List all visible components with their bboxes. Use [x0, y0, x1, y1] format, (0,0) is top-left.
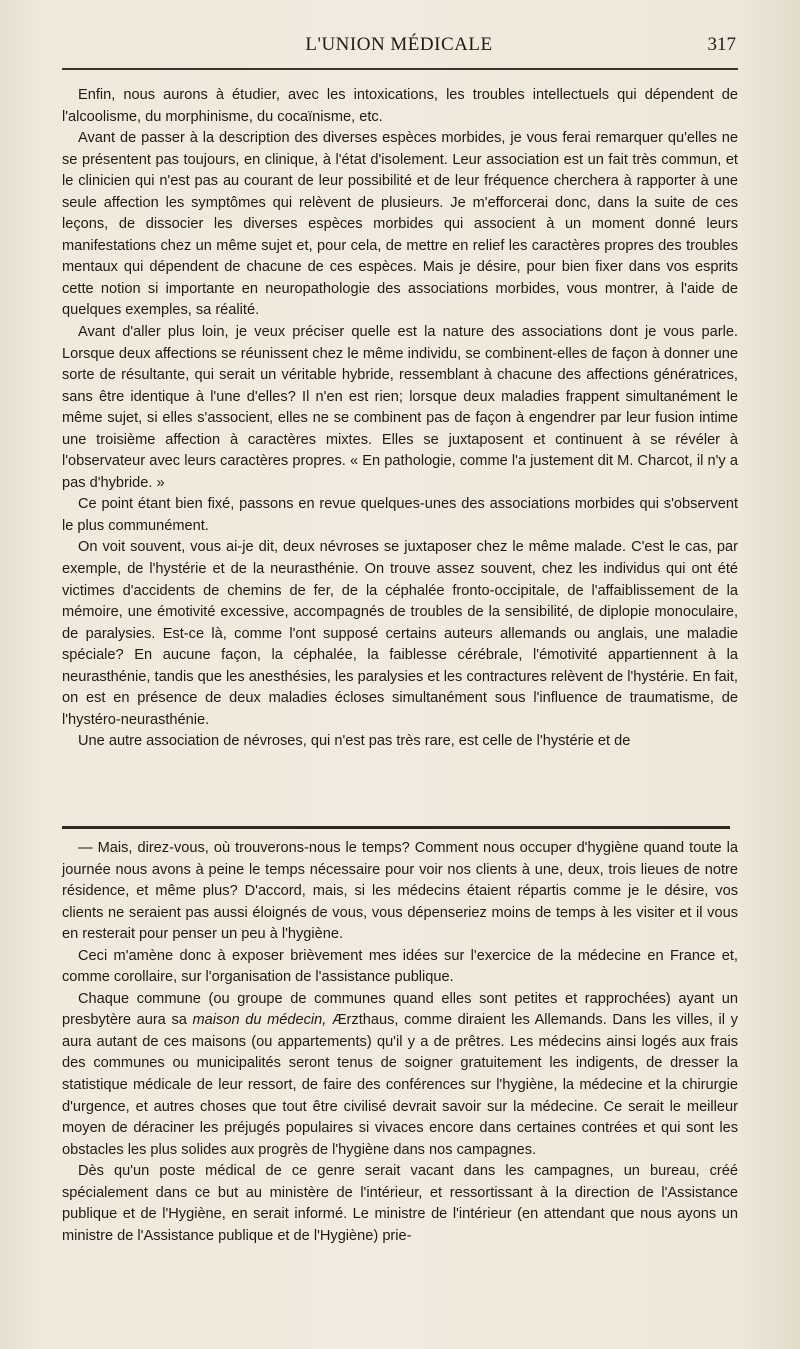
page-header: [62, 34, 736, 60]
paragraph: Ce point étant bien fixé, passons en revue quelques-unes des associations morbides qui s'observent le plus communément.: [62, 496, 738, 534]
upper-text-section: [62, 85, 738, 753]
paragraph-text: Ærzthaus, comme diraient les Allemands. Dans les villes, il y aura autant de ces maisons (ou appartements) qu'il y a de prêtres. Les médecins ainsi logés aux frais des communes ou municipalités seront tenus de soigner gratuitement les indigents, de dresser la statistique médicale de leur ressort, de faire des conférences sur l'hygiène, la médecine et la chirurgie d'urgence, et autres choses que tout être civilisé devrait savoir sur la médecine. Ce serait le meilleur moyen de déraciner les préjugés populaires si vivaces encore dans certaines contrées et qui sont les obstacles les plus solides aux progrès de l'hygiène dans nos campagnes.: [62, 1012, 738, 1158]
paragraph: Dès qu'un poste médical de ce genre serait vacant dans les campagnes, un bureau, créé spécialement dans ce but au ministère de l'intérieur, et ressortissant à la direction de l'Assistance publique et de l'Hygiène, en serait informé. Le ministre de l'intérieur (en attendant que nous ayons un ministre de l'Assistance publique et de l'Hygiène) prie-: [62, 1163, 738, 1244]
header-rule: [62, 68, 738, 70]
italic-phrase: maison du médecin,: [192, 1012, 327, 1029]
paragraph: Enfin, nous aurons à étudier, avec les intoxications, les troubles intellectuels qui dépendent de l'alcoolisme, du morphinisme, du cocaïnisme, etc.: [62, 87, 738, 125]
section-divider: [62, 826, 730, 829]
paragraph-text: Chaque commune (ou groupe de communes quand elles sont petites et rapprochées) ayant un presbytère aura sa: [62, 990, 738, 1029]
lower-text-section: [62, 838, 738, 1247]
paragraph: Avant d'aller plus loin, je veux préciser quelle est la nature des associations dont je vous parle. Lorsque deux affections se réunissent chez le même individu, se combinent-elles de façon à donner une sorte de résultante, qui serait un véritable hybride, ressemblant à chacune des affections génératrices, sans être identique à l'une d'elles? Il n'en est rien; lorsque deux maladies frappent simultanément le même sujet, si elles s'associent, elles ne se combinent pas de façon à engendrer par leur fusion intime une troisième affection à caractères mixtes. Elles se juxtaposent et continuent à se révéler à l'observateur avec leurs caractères propres. « En pathologie, comme l'a justement dit M. Charcot, il n'y a pas d'hybride. »: [62, 324, 738, 491]
page-number: 317: [707, 34, 736, 55]
paragraph: Ceci m'amène donc à exposer brièvement mes idées sur l'exercice de la médecine en France et, comme corollaire, sur l'organisation de l'assistance publique.: [62, 947, 738, 986]
running-title: L'UNION MÉDICALE: [305, 34, 493, 55]
paragraph: — Mais, direz-vous, où trouverons-nous le temps? Comment nous occuper d'hygiène quand toute la journée nous avons à peine le temps nécessaire pour voir nos clients à une, deux, trois lieues de notre résidence, et même plus? D'accord, mais, si les médecins étaient répartis comme je le désire, vos clients ne seraient pas aussi éloignés de vous, vous dépenseriez moins de temps à les visiter et il vous en resterait pour penser un peu à l'hygiène.: [62, 840, 738, 943]
paragraph: Une autre association de névroses, qui n'est pas très rare, est celle de l'hystérie et de: [78, 733, 631, 750]
paragraph: [62, 989, 738, 1161]
paragraph: Avant de passer à la description des diverses espèces morbides, je vous ferai remarquer qu'elles ne se présentent pas toujours, en clinique, à l'état d'isolement. Leur association est un fait très commun, et le clinicien qui n'est pas au courant de leur possibilité et de leur fréquence cherchera à rapporter à une seule affection les symptômes qui relèvent de plusieurs. Je m'efforcerai donc, dans la suite de ces leçons, de dissocier les diverses espèces morbides qui associent à un moment donné leurs manifestations chez un même sujet et, pour cela, de mettre en relief les caractères propres des troubles mentaux qui dépendent de chacune de ces espèces. Mais je désire, pour bien fixer dans vos esprits cette notion si importante en neuropathologie des associations morbides, vous montrer, à l'aide de quelques exemples, sa réalité.: [62, 130, 738, 319]
paragraph: On voit souvent, vous ai-je dit, deux névroses se juxtaposer chez le même malade. C'est le cas, par exemple, de l'hystérie et de la neurasthénie. On trouve assez souvent, chez les individus qui ont été victimes d'accidents de chemins de fer, de la céphalée fronto-occipitale, de l'affaiblissement de la mémoire, une émotivité excessive, accompagnés de troubles de la sensibilité, de diplopie monoculaire, de paralysies. Est-ce là, comme l'ont supposé certains auteurs allemands ou anglais, une maladie spéciale? En aucune façon, la céphalée, la faiblesse cérébrale, l'émotivité appartiennent à la neurasthénie, tandis que les anesthésies, les paralysies et les contractures relèvent de l'hystérie. En fait, on est en présence de deux maladies écloses simultanément sous l'influence de traumatisme, de l'hystéro-neurasthénie.: [62, 539, 738, 728]
